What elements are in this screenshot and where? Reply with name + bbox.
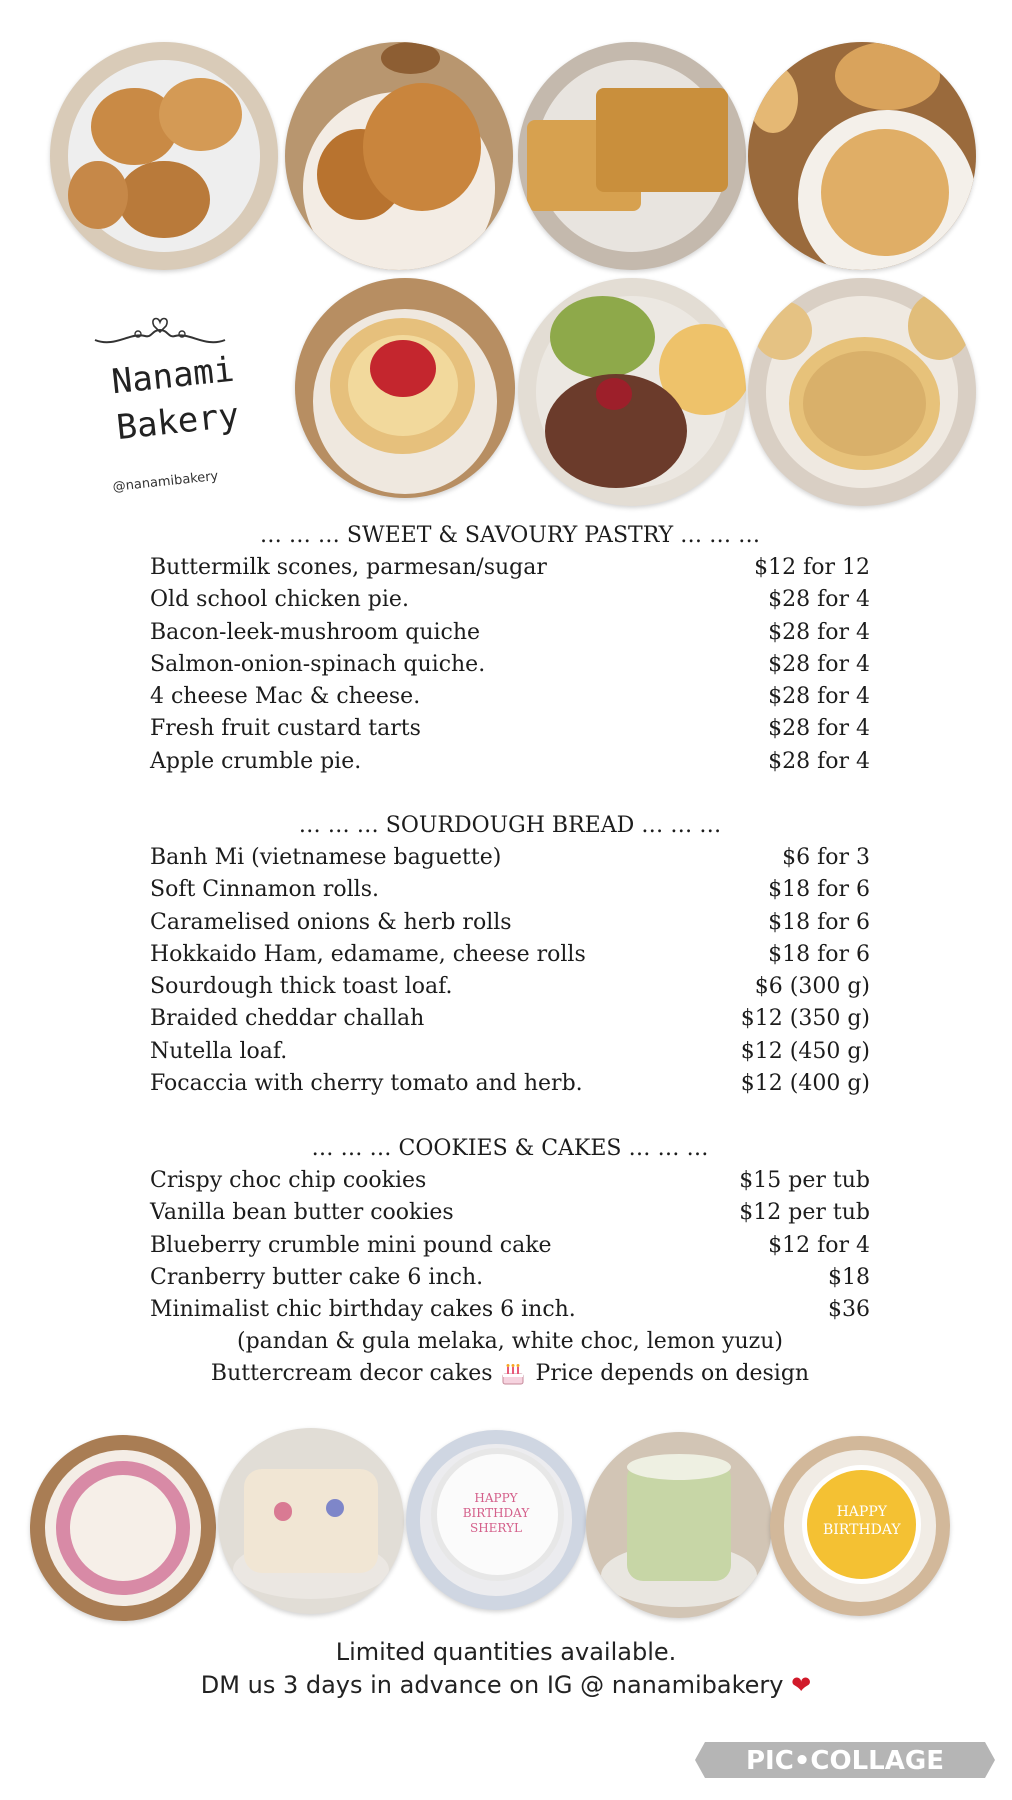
pastry-list [150, 552, 870, 778]
pic-collage-watermark [695, 1740, 995, 1780]
decor-cakes-row [150, 1358, 870, 1390]
menu-item [150, 1068, 870, 1100]
cakes-section [150, 1133, 870, 1390]
menu-item-name: Caramelised onions & herb rolls [150, 909, 512, 935]
menu-item-price: $12 for 4 [768, 1232, 870, 1258]
menu-item-name: Buttermilk scones, parmesan/sugar [150, 555, 547, 580]
menu-item-name: Old school chicken pie. [150, 587, 409, 613]
heart-icon: ❤ [791, 1671, 812, 1699]
menu-item [150, 1003, 870, 1035]
menu-item [150, 552, 870, 584]
menu-item-price: $28 for 4 [768, 651, 870, 677]
menu-item [150, 1230, 870, 1262]
menu-item [150, 1294, 870, 1326]
quiche-photo [748, 278, 976, 506]
menu-item-name: Nutella loaf. [150, 1038, 288, 1064]
menu-item-price: $28 for 4 [768, 716, 870, 742]
menu-item-price: $18 for 6 [768, 877, 870, 903]
menu-item [150, 874, 870, 906]
menu-item [150, 1262, 870, 1294]
tulip-cake-photo [218, 1428, 404, 1614]
birthday-cake-icon [500, 1362, 526, 1386]
menu-item-name: 4 cheese Mac & cheese. [150, 684, 421, 710]
menu-item [150, 842, 870, 874]
birthday-cake-photo [406, 1430, 586, 1610]
menu-item-price: $36 [828, 1297, 870, 1323]
menu-item-price: $28 for 4 [768, 619, 870, 645]
menu-item-price: $12 (400 g) [740, 1071, 870, 1097]
menu-item-price: $12 for 12 [754, 555, 870, 580]
focaccia-photo [518, 42, 746, 270]
menu-item-name: Crispy choc chip cookies [150, 1168, 427, 1193]
bread-section-title: … … … SOURDOUGH BREAD … … … [298, 813, 722, 838]
menu-item-name: Sourdough thick toast loaf. [150, 974, 453, 1000]
sesame-buns-photo [285, 42, 513, 270]
menu-item-price: $18 [828, 1264, 870, 1290]
menu-item-price: $28 for 4 [768, 684, 870, 710]
bread-section [150, 810, 870, 1100]
menu-item-price: $12 (450 g) [740, 1038, 870, 1064]
cake-flavours: (pandan & gula melaka, white choc, lemon yuzu) [237, 1329, 783, 1355]
menu-item [150, 617, 870, 649]
menu-item-price: $12 per tub [739, 1200, 870, 1226]
cakes-list [150, 1165, 870, 1326]
naked-pandan-cake-photo [586, 1432, 772, 1618]
menu-item-price: $15 per tub [739, 1168, 870, 1193]
decor-cakes-price: Price depends on design [535, 1361, 810, 1387]
menu-item [150, 1197, 870, 1229]
menu-item-name: Apple crumble pie. [150, 748, 362, 774]
pastry-section-title: … … … SWEET & SAVOURY PASTRY … … … [259, 523, 761, 548]
menu-item-name: Braided cheddar challah [150, 1006, 425, 1032]
menu-item [150, 649, 870, 681]
brand-handle: @nanamibakery [112, 468, 220, 495]
menu-item [150, 939, 870, 971]
menu-item-name: Focaccia with cherry tomato and herb. [150, 1071, 583, 1097]
menu-item-name: Hokkaido Ham, edamame, cheese rolls [150, 941, 586, 967]
menu-item [150, 1036, 870, 1068]
menu-item [150, 584, 870, 616]
menu-item-price: $18 for 6 [768, 941, 870, 967]
menu-item-name: Salmon-onion-spinach quiche. [150, 651, 486, 677]
menu-item [150, 971, 870, 1003]
brand-name [86, 344, 265, 453]
custard-tart-photo [295, 278, 515, 498]
footer-dm-text: DM us 3 days in advance on IG @ nanamibakery [200, 1671, 784, 1699]
brand-logo [80, 310, 260, 510]
floral-wreath-cake-photo [30, 1435, 216, 1621]
footer-line2 [0, 1668, 1012, 1702]
menu-item-name: Blueberry crumble mini pound cake [150, 1232, 552, 1258]
menu-item-name: Fresh fruit custard tarts [150, 716, 421, 742]
birthday-cake-message: HAPPY BIRTHDAY SHERYL [462, 1491, 530, 1536]
bread-list [150, 842, 870, 1100]
menu-item-name: Bacon-leek-mushroom quiche [150, 619, 481, 645]
menu-item-price: $6 (300 g) [754, 974, 870, 1000]
brand-name-line2: Bakery [114, 395, 241, 449]
menu-item-name: Soft Cinnamon rolls. [150, 877, 380, 903]
menu-item-name: Vanilla bean butter cookies [150, 1200, 454, 1226]
pastry-section [150, 520, 870, 778]
footer-line1: Limited quantities available. [335, 1638, 677, 1666]
menu-item-price: $18 for 6 [768, 909, 870, 935]
menu-item-price: $28 for 4 [768, 587, 870, 613]
menu-item-price: $12 (350 g) [740, 1006, 870, 1032]
menu-item-price: $28 for 4 [768, 748, 870, 774]
lemon-cake-message: HAPPY BIRTHDAY [822, 1503, 901, 1538]
chicken-pie-photo [748, 42, 976, 270]
lemon-birthday-cake-photo [770, 1436, 950, 1616]
menu-item-name: Minimalist chic birthday cakes 6 inch. [150, 1297, 576, 1323]
menu-item-name: Cranberry butter cake 6 inch. [150, 1264, 484, 1290]
menu-item [150, 907, 870, 939]
menu-item-name: Banh Mi (vietnamese baguette) [150, 845, 502, 870]
menu-item [150, 746, 870, 778]
flourish-ornament-icon [90, 310, 230, 350]
menu-item [150, 713, 870, 745]
menu-item [150, 681, 870, 713]
cakes-section-title: … … … COOKIES & CAKES … … … [311, 1136, 709, 1161]
menu-item [150, 1165, 870, 1197]
lime-choc-tarts-photo [518, 278, 746, 506]
watermark-text: PIC•COLLAGE [746, 1746, 944, 1776]
scones-photo [50, 42, 278, 270]
decor-cakes-label: Buttercream decor cakes [211, 1358, 526, 1390]
menu-item-price: $6 for 3 [782, 845, 870, 870]
brand-name-line1: Nanami [109, 349, 237, 403]
